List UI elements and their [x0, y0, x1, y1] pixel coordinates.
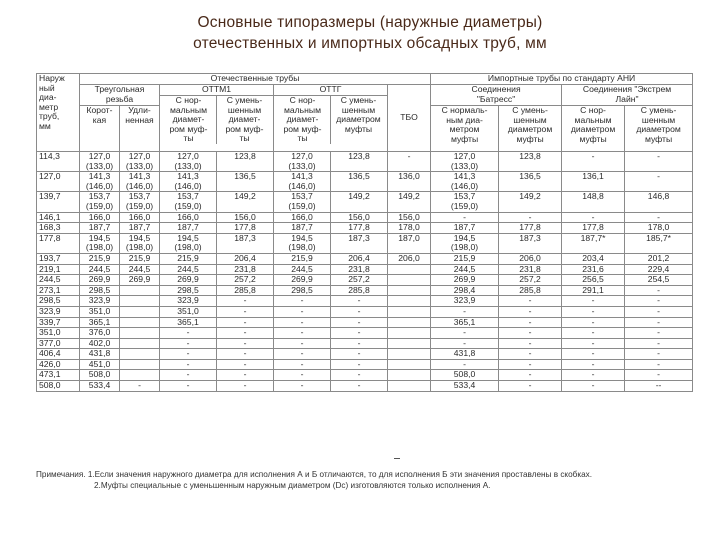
- table-cell: -: [217, 370, 274, 381]
- table-cell: 153,7 (159,0): [160, 192, 217, 212]
- table-cell: -: [431, 338, 499, 349]
- table-cell: 136,5: [499, 172, 562, 192]
- table-cell: [120, 328, 160, 339]
- table-cell: -: [274, 296, 331, 307]
- table-cell: 146,8: [625, 192, 693, 212]
- table-cell: 323,9: [160, 296, 217, 307]
- table-cell: 153,7 (159,0): [274, 192, 331, 212]
- header-triangular-thread: Треугольная резьба: [80, 85, 160, 106]
- table-cell: [120, 338, 160, 349]
- table-cell: -: [499, 359, 562, 370]
- table-cell: [388, 328, 431, 339]
- table-cell: -: [274, 328, 331, 339]
- table-cell: -: [217, 381, 274, 392]
- table-cell: 431,8: [431, 349, 499, 360]
- table-cell: -: [431, 328, 499, 339]
- table-cell: -: [562, 381, 625, 392]
- table-cell: -: [431, 359, 499, 370]
- note-1: Примечания. 1.Если значения наружного диаметра для исполнения А и Б отличаются, то для исполнения Б эти значения проставлены в скобках.: [36, 470, 593, 479]
- note-2: 2.Муфты специальные с уменьшенным наружным диаметром (Dc) изготовляются только исполнения А.: [94, 481, 491, 490]
- table-cell: 201,2: [625, 253, 693, 264]
- table-cell: 203,4: [562, 253, 625, 264]
- table-cell: 257,2: [331, 275, 388, 286]
- table-cell: 149,2: [388, 192, 431, 212]
- table-cell: -: [331, 359, 388, 370]
- table-cell: 285,8: [499, 285, 562, 296]
- table-cell: 177,8: [217, 223, 274, 234]
- table-cell: 148,8: [562, 192, 625, 212]
- table-cell: 156,0: [217, 212, 274, 223]
- table-row: [37, 306, 693, 317]
- table-cell: -: [625, 212, 693, 223]
- cell-outer-diameter: 114,3: [37, 152, 80, 172]
- table-cell: 127,0 (133,0): [431, 152, 499, 172]
- table-cell: -: [499, 328, 562, 339]
- header-ottg-group: [274, 96, 388, 152]
- table-cell: 149,2: [331, 192, 388, 212]
- header-batress-reduced: С умень- шенным диаметром муфты: [499, 106, 562, 152]
- table-cell: -: [274, 381, 331, 392]
- header-ottm1: ОТТМ1: [160, 85, 274, 96]
- table-cell: 136,5: [217, 172, 274, 192]
- table-cell: 298,5: [160, 285, 217, 296]
- table-cell: -: [499, 381, 562, 392]
- table-cell: [388, 317, 431, 328]
- table-cell: 215,9: [160, 253, 217, 264]
- cell-outer-diameter: 339,7: [37, 317, 80, 328]
- table-cell: -: [274, 306, 331, 317]
- header-ottm1-group: [160, 96, 274, 152]
- page-title: [0, 12, 720, 54]
- table-cell: -: [625, 285, 693, 296]
- cell-outer-diameter: 298,5: [37, 296, 80, 307]
- table-cell: 166,0: [274, 212, 331, 223]
- table-row: [37, 370, 693, 381]
- table-cell: -: [499, 349, 562, 360]
- table-cell: 149,2: [499, 192, 562, 212]
- table-cell: 141,3 (146,0): [274, 172, 331, 192]
- table-cell: [120, 349, 160, 360]
- table-cell: -: [499, 306, 562, 317]
- table-cell: 533,4: [431, 381, 499, 392]
- table-cell: [120, 296, 160, 307]
- table-cell: 206,0: [499, 253, 562, 264]
- table-cell: -: [625, 328, 693, 339]
- table-cell: 244,5: [431, 264, 499, 275]
- header-batress: Соединения "Батресс": [431, 85, 562, 106]
- table-cell: -: [160, 359, 217, 370]
- table-cell: 141,3 (146,0): [431, 172, 499, 192]
- table-cell: 298,5: [80, 285, 120, 296]
- header-extreme-line-reduced: С умень- шенным диаметром муфты: [625, 106, 693, 152]
- table-cell: [388, 306, 431, 317]
- cell-outer-diameter: 273,1: [37, 285, 80, 296]
- table-cell: 187,7: [431, 223, 499, 234]
- table-cell: -: [331, 338, 388, 349]
- table-cell: 178,0: [625, 223, 693, 234]
- table-cell: -: [217, 328, 274, 339]
- table-cell: -: [625, 370, 693, 381]
- header-ottg-normal: С нор- мальным диамет- ром муф- ты: [275, 96, 331, 144]
- table-cell: 127,0 (133,0): [274, 152, 331, 172]
- header-tbo: ТБО: [388, 85, 431, 152]
- table-cell: 285,8: [217, 285, 274, 296]
- table-cell: 215,9: [274, 253, 331, 264]
- table-cell: [388, 349, 431, 360]
- table-cell: -: [217, 317, 274, 328]
- cell-outer-diameter: 377,0: [37, 338, 80, 349]
- table-cell: 177,8: [331, 223, 388, 234]
- table-cell: [388, 296, 431, 307]
- table-cell: 136,1: [562, 172, 625, 192]
- table-cell: -: [562, 296, 625, 307]
- table-cell: 365,1: [160, 317, 217, 328]
- table-cell: 269,9: [160, 275, 217, 286]
- table-cell: 153,7 (159,0): [431, 192, 499, 212]
- table-cell: [388, 264, 431, 275]
- table-cell: -: [625, 152, 693, 172]
- table-cell: 257,2: [499, 275, 562, 286]
- table-cell: 431,8: [80, 349, 120, 360]
- table-row: [37, 233, 693, 253]
- table-cell: 244,5: [160, 264, 217, 275]
- table-cell: -: [625, 296, 693, 307]
- table-cell: 149,2: [217, 192, 274, 212]
- table-cell: 215,9: [120, 253, 160, 264]
- table-cell: 166,0: [120, 212, 160, 223]
- table-cell: -: [625, 317, 693, 328]
- table-cell: 123,8: [499, 152, 562, 172]
- cell-outer-diameter: 127,0: [37, 172, 80, 192]
- table-cell: -: [160, 338, 217, 349]
- table-cell: -: [625, 338, 693, 349]
- table-cell: 244,5: [274, 264, 331, 275]
- table-cell: -: [625, 306, 693, 317]
- header-domestic-pipes: Отечественные трубы: [80, 74, 431, 85]
- table-row: [37, 172, 693, 192]
- table-cell: 194,5 (198,0): [431, 233, 499, 253]
- table-cell: 285,8: [331, 285, 388, 296]
- table-cell: 229,4: [625, 264, 693, 275]
- title-line-1: Основные типоразмеры (наружные диаметры): [197, 14, 543, 31]
- table-cell: -: [625, 172, 693, 192]
- casing-pipe-table-container: [36, 73, 692, 392]
- header-extreme-line-normal: С нор- мальным диаметром муфты: [562, 106, 625, 152]
- table-cell: -: [217, 306, 274, 317]
- table-row: [37, 275, 693, 286]
- header-long: Удли- ненная: [120, 106, 160, 152]
- table-row: [37, 296, 693, 307]
- table-cell: 298,5: [274, 285, 331, 296]
- table-cell: 187,3: [331, 233, 388, 253]
- table-cell: -: [388, 152, 431, 172]
- table-cell: 231,8: [331, 264, 388, 275]
- table-cell: 323,9: [80, 296, 120, 307]
- table-cell: -: [562, 152, 625, 172]
- table-row: [37, 264, 693, 275]
- table-cell: -: [562, 359, 625, 370]
- header-extreme-line: Соединения "Экстрем Лайн": [562, 85, 693, 106]
- cell-outer-diameter: 139,7: [37, 192, 80, 212]
- table-cell: -: [217, 349, 274, 360]
- table-cell: 351,0: [80, 306, 120, 317]
- table-cell: -: [499, 212, 562, 223]
- table-cell: 231,8: [217, 264, 274, 275]
- table-cell: 177,8: [499, 223, 562, 234]
- cell-outer-diameter: 244,5: [37, 275, 80, 286]
- table-row: [37, 253, 693, 264]
- table-body: [37, 152, 693, 392]
- table-cell: [388, 359, 431, 370]
- table-cell: 206,0: [388, 253, 431, 264]
- table-row: [37, 359, 693, 370]
- header-ottg: ОТТГ: [274, 85, 388, 96]
- table-cell: -: [331, 306, 388, 317]
- table-cell: [388, 338, 431, 349]
- table-row: [37, 317, 693, 328]
- table-cell: [120, 370, 160, 381]
- table-cell: -: [274, 317, 331, 328]
- table-cell: 185,7*: [625, 233, 693, 253]
- table-cell: 451,0: [80, 359, 120, 370]
- table-cell: 127,0 (133,0): [160, 152, 217, 172]
- table-row: [37, 152, 693, 172]
- table-cell: 215,9: [431, 253, 499, 264]
- table-cell: [120, 306, 160, 317]
- title-line-2: отечественных и импортных обсадных труб, мм: [193, 35, 547, 52]
- table-cell: [120, 285, 160, 296]
- table-cell: 187,7: [80, 223, 120, 234]
- table-cell: 194,5 (198,0): [274, 233, 331, 253]
- table-cell: -: [625, 349, 693, 360]
- table-cell: -: [274, 338, 331, 349]
- table-cell: 153,7 (159,0): [80, 192, 120, 212]
- notes: [36, 469, 696, 491]
- table-cell: 187,3: [217, 233, 274, 253]
- header-imported-pipes: Импортные трубы по стандарту АНИ: [431, 74, 693, 85]
- table-cell: 508,0: [431, 370, 499, 381]
- cell-outer-diameter: 168,3: [37, 223, 80, 234]
- table-cell: 254,5: [625, 275, 693, 286]
- table-row: [37, 223, 693, 234]
- table-cell: 231,6: [562, 264, 625, 275]
- table-cell: 127,0 (133,0): [120, 152, 160, 172]
- table-row: [37, 212, 693, 223]
- table-cell: [120, 317, 160, 328]
- table-row: [37, 349, 693, 360]
- table-cell: -: [120, 381, 160, 392]
- table-cell: -: [274, 370, 331, 381]
- cell-outer-diameter: 146,1: [37, 212, 80, 223]
- table-cell: -: [562, 338, 625, 349]
- table-cell: 123,8: [331, 152, 388, 172]
- table-cell: 156,0: [331, 212, 388, 223]
- cell-outer-diameter: 193,7: [37, 253, 80, 264]
- table-cell: 257,2: [217, 275, 274, 286]
- table-cell: 187,3: [499, 233, 562, 253]
- table-cell: --: [625, 381, 693, 392]
- table-cell: 215,9: [80, 253, 120, 264]
- table-cell: -: [217, 296, 274, 307]
- table-cell: 187,7*: [562, 233, 625, 253]
- table-cell: 136,5: [331, 172, 388, 192]
- table-cell: -: [625, 359, 693, 370]
- header-batress-normal: С нормаль- ным диа- метром муфты: [431, 106, 499, 152]
- table-cell: 533,4: [80, 381, 120, 392]
- table-cell: -: [160, 349, 217, 360]
- cell-outer-diameter: 426,0: [37, 359, 80, 370]
- table-row: [37, 285, 693, 296]
- header-short: Корот- кая: [80, 106, 120, 152]
- table-cell: 166,0: [160, 212, 217, 223]
- table-cell: -: [562, 349, 625, 360]
- header-outer-diameter: Наруж ный диа- метр труб, мм: [37, 74, 80, 152]
- table-cell: -: [331, 296, 388, 307]
- table-cell: 269,9: [431, 275, 499, 286]
- table-cell: 187,7: [120, 223, 160, 234]
- table-cell: -: [331, 370, 388, 381]
- cell-outer-diameter: 351,0: [37, 328, 80, 339]
- table-cell: -: [160, 370, 217, 381]
- table-cell: -: [217, 338, 274, 349]
- table-cell: 123,8: [217, 152, 274, 172]
- table-cell: 177,8: [562, 223, 625, 234]
- table-cell: -: [431, 306, 499, 317]
- table-cell: 141,3 (146,0): [80, 172, 120, 192]
- table-cell: -: [431, 212, 499, 223]
- cell-outer-diameter: 177,8: [37, 233, 80, 253]
- table-cell: -: [160, 381, 217, 392]
- table-cell: -: [562, 328, 625, 339]
- table-cell: -: [331, 381, 388, 392]
- table-cell: 156,0: [388, 212, 431, 223]
- table-cell: 269,9: [80, 275, 120, 286]
- table-cell: 178,0: [388, 223, 431, 234]
- table-cell: -: [331, 349, 388, 360]
- table-cell: -: [499, 370, 562, 381]
- table-cell: 153,7 (159,0): [120, 192, 160, 212]
- table-cell: 141,3 (146,0): [120, 172, 160, 192]
- table-cell: 402,0: [80, 338, 120, 349]
- table-cell: 351,0: [160, 306, 217, 317]
- table-row: [37, 192, 693, 212]
- table-cell: 187,7: [160, 223, 217, 234]
- table-row: [37, 338, 693, 349]
- table-cell: 323,9: [431, 296, 499, 307]
- table-cell: 231,8: [499, 264, 562, 275]
- table-cell: 194,5 (198,0): [160, 233, 217, 253]
- table-cell: -: [499, 317, 562, 328]
- table-cell: -: [160, 328, 217, 339]
- cell-outer-diameter: 473,1: [37, 370, 80, 381]
- table-cell: 187,7: [274, 223, 331, 234]
- dash-mark: [394, 458, 400, 459]
- table-cell: 244,5: [120, 264, 160, 275]
- table-cell: -: [331, 317, 388, 328]
- table-cell: 376,0: [80, 328, 120, 339]
- table-cell: 291,1: [562, 285, 625, 296]
- table-cell: 508,0: [80, 370, 120, 381]
- table-cell: [388, 370, 431, 381]
- table-cell: -: [331, 328, 388, 339]
- table-cell: -: [562, 370, 625, 381]
- table-cell: 206,4: [331, 253, 388, 264]
- table-cell: -: [562, 317, 625, 328]
- table-cell: -: [562, 306, 625, 317]
- table-cell: 298,4: [431, 285, 499, 296]
- table-cell: [388, 381, 431, 392]
- table-cell: 365,1: [431, 317, 499, 328]
- table-cell: 187,0: [388, 233, 431, 253]
- table-cell: -: [217, 359, 274, 370]
- casing-pipe-table: [36, 73, 693, 392]
- table-cell: 269,9: [120, 275, 160, 286]
- cell-outer-diameter: 406,4: [37, 349, 80, 360]
- table-cell: 127,0 (133,0): [80, 152, 120, 172]
- table-cell: -: [274, 359, 331, 370]
- table-cell: [388, 285, 431, 296]
- table-cell: [388, 275, 431, 286]
- table-cell: 365,1: [80, 317, 120, 328]
- table-cell: -: [499, 296, 562, 307]
- table-cell: -: [562, 212, 625, 223]
- table-cell: 244,5: [80, 264, 120, 275]
- cell-outer-diameter: 323,9: [37, 306, 80, 317]
- header-ottm1-normal: С нор- мальным диамет- ром муф- ты: [161, 96, 217, 144]
- table-cell: 141,3 (146,0): [160, 172, 217, 192]
- table-row: [37, 328, 693, 339]
- table-cell: 194,5 (198,0): [120, 233, 160, 253]
- table-cell: -: [274, 349, 331, 360]
- table-cell: 256,5: [562, 275, 625, 286]
- table-cell: [120, 359, 160, 370]
- table-cell: -: [499, 338, 562, 349]
- cell-outer-diameter: 508,0: [37, 381, 80, 392]
- table-cell: 136,0: [388, 172, 431, 192]
- table-cell: 269,9: [274, 275, 331, 286]
- table-cell: 166,0: [80, 212, 120, 223]
- table-cell: 206,4: [217, 253, 274, 264]
- header-ottg-reduced: С умень- шенным диаметром муфты: [336, 95, 381, 134]
- cell-outer-diameter: 219,1: [37, 264, 80, 275]
- table-cell: 194,5 (198,0): [80, 233, 120, 253]
- table-row: [37, 381, 693, 392]
- header-ottm1-reduced: С умень- шенным диамет- ром муф- ты: [225, 95, 264, 144]
